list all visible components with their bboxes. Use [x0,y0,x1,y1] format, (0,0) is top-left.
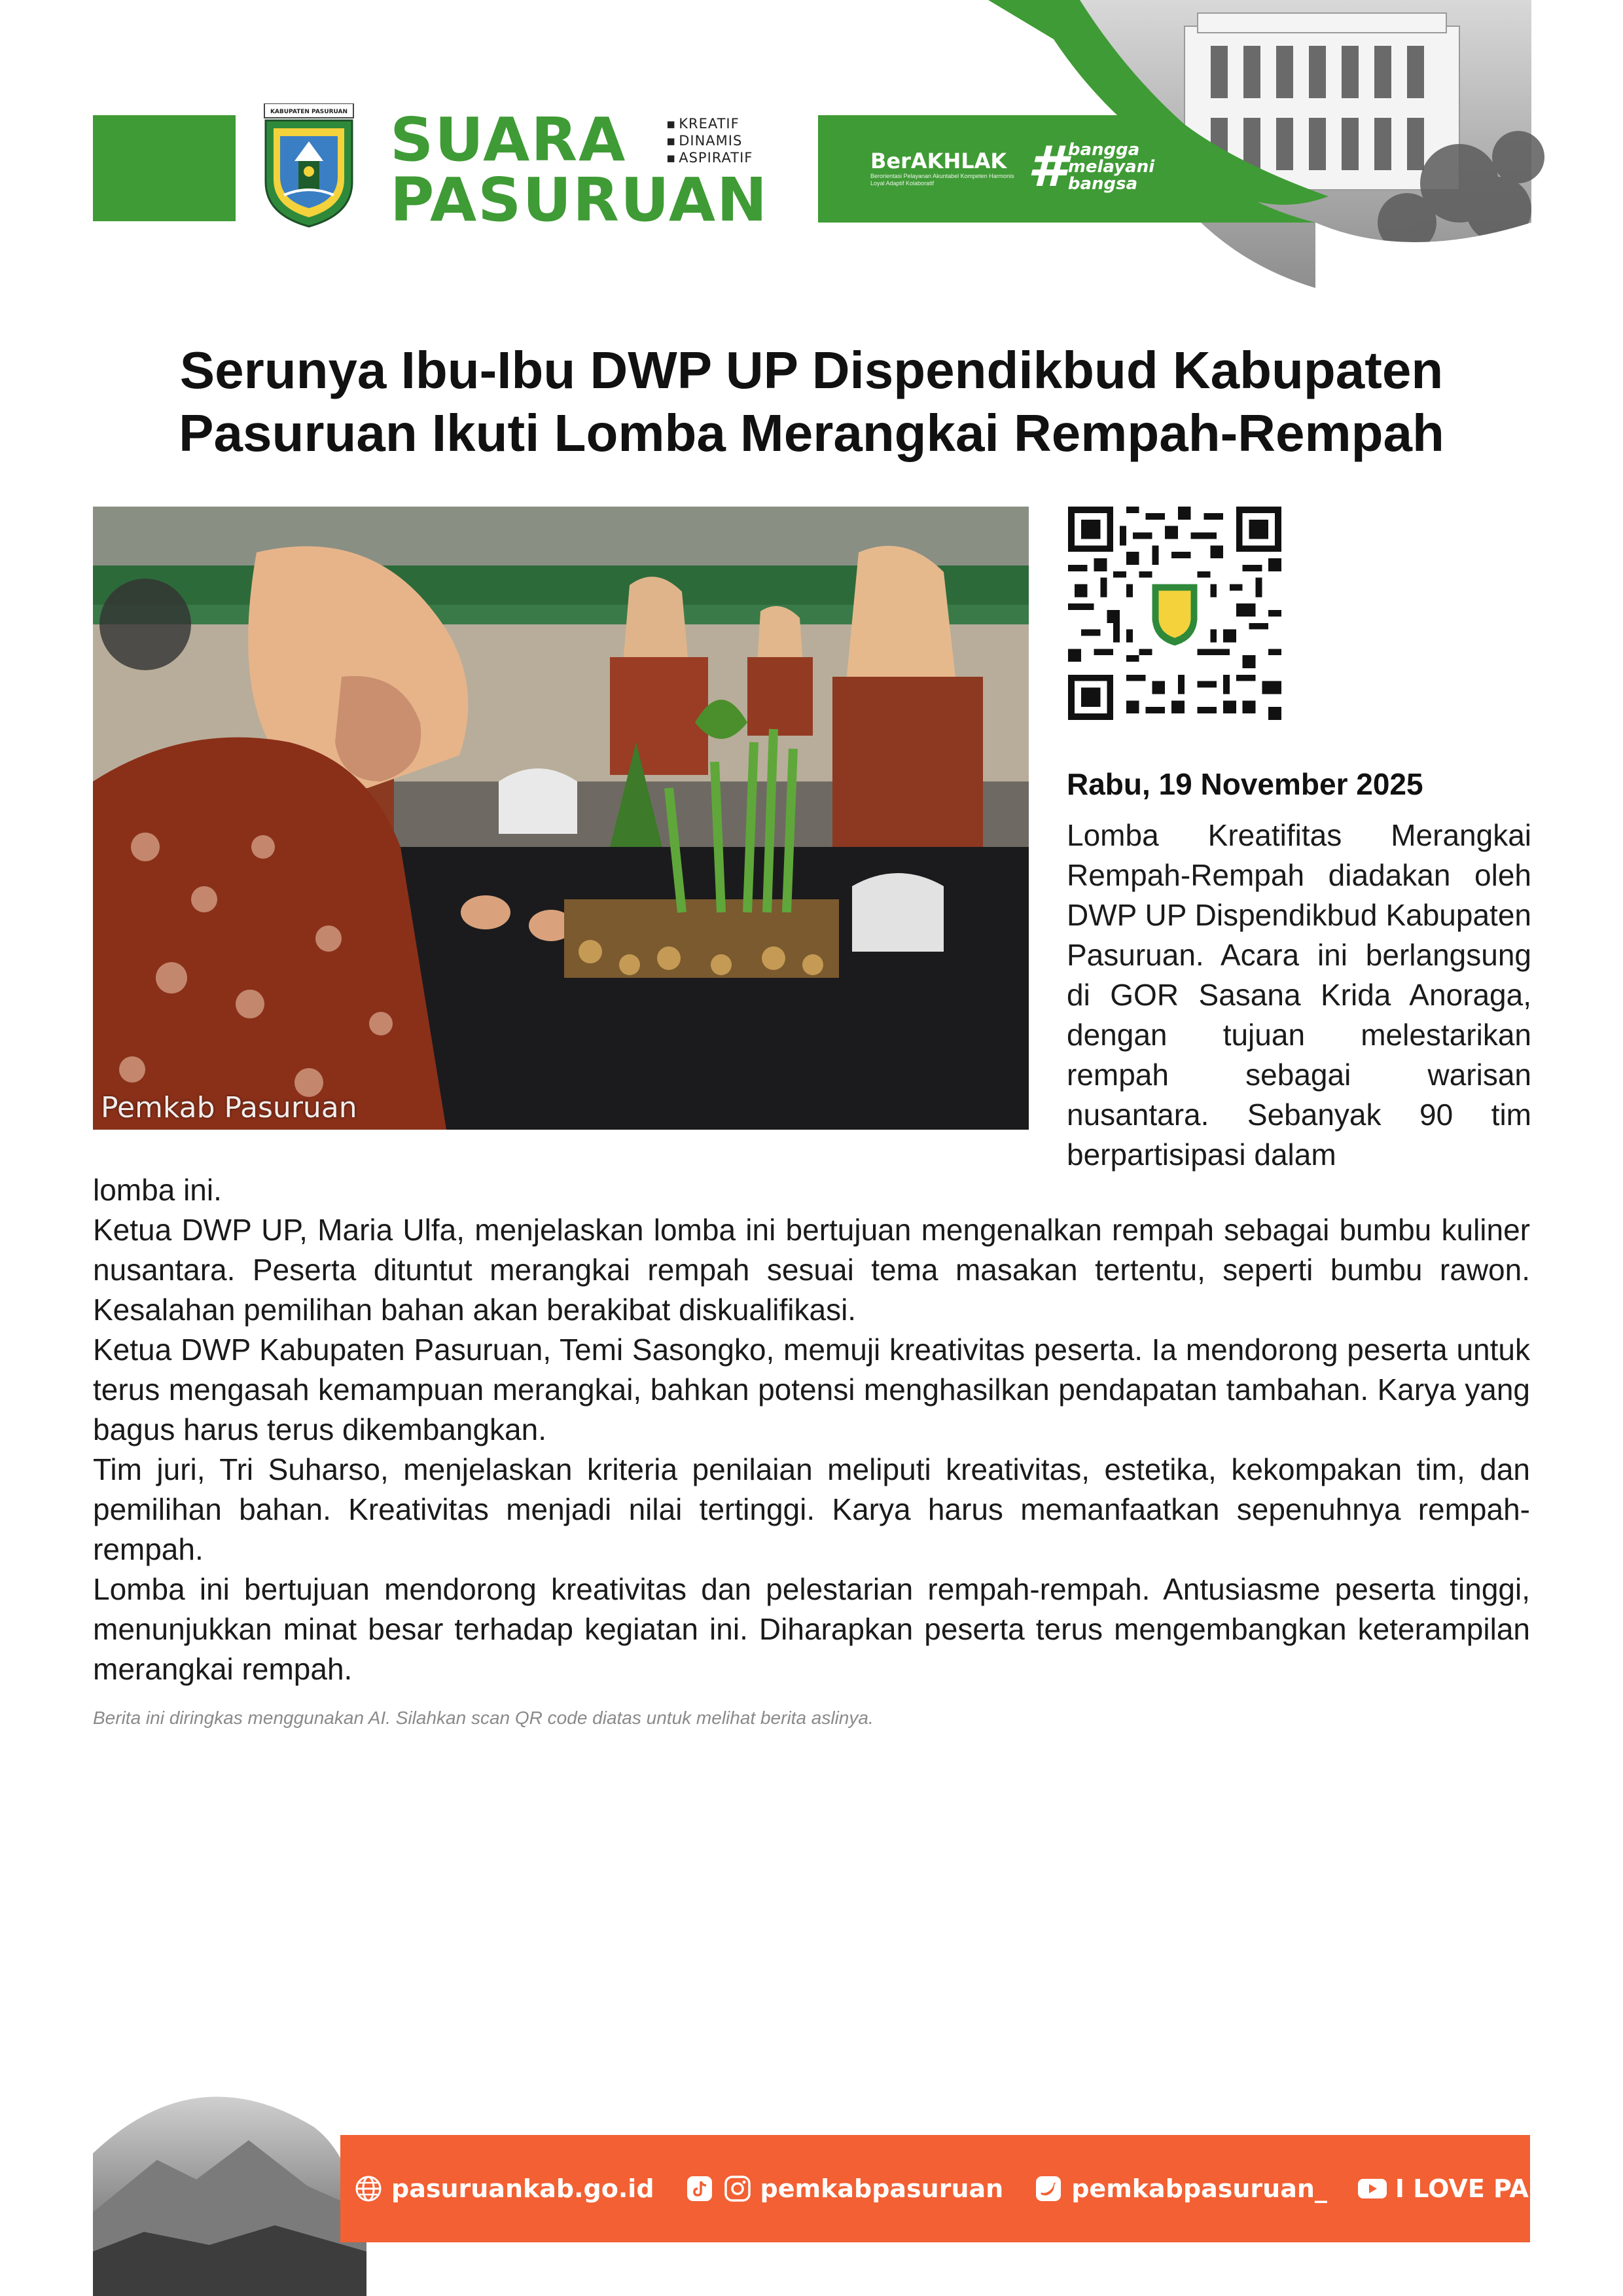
twitter-icon [1033,2174,1063,2204]
qr-code-icon[interactable] [1068,507,1281,720]
body-paragraph: Tim juri, Tri Suharso, menjelaskan kriteria penilaian meliputi kreativitas, estetika, kekompakan tim, dan pemilihan bahan. Kreativitas menjadi nilai tertinggi. Karya harus memanfaatkan sepenuhnya rempah-rempah. [93,1452,1530,1566]
photo-illustration [93,507,1029,1130]
bangga-word: bangsa [1067,174,1138,194]
tagline-item: ▪ KREATIF [666,115,753,132]
berakhlak-text: BerAKHLAK [870,149,1007,173]
instagram-icon [722,2174,753,2204]
bangga-word: bangga [1067,140,1140,160]
tagline-item: ▪ DINAMIS [666,132,753,149]
footer-twitter-text: pemkabpasuruan_ [1071,2174,1327,2203]
article-photo [93,507,1029,1130]
article-date: Rabu, 19 November 2025 [1067,767,1423,801]
brand-line-pasuruan: PASURUAN [390,165,769,235]
article-title [93,339,1530,465]
berakhlak-logo [870,149,1027,187]
title-line: Pasuruan Ikuti Lomba Merangkai Rempah-Rempah [179,404,1444,462]
crest-label: KABUPATEN PASURUAN [270,109,348,115]
body-paragraph: Ketua DWP UP, Maria Ulfa, menjelaskan lomba ini bertujuan mengenalkan rempah sebagai bumbu kuliner nusantara. Peserta dituntut merangkai rempah sesuai tema masakan tertentu, seperti bumbu rawon. Kesalahan pemilihan bahan akan berakibat diskualifikasi. [93,1213,1530,1327]
brand-line-suara: SUARA [390,105,627,175]
footer-website-link[interactable] [353,2174,654,2204]
tagline [666,115,753,166]
header [0,0,1623,288]
ai-disclaimer: Berita ini diringkas menggunakan AI. Silahkan scan QR code diatas untuk melihat berita aslinya. [93,1708,874,1728]
hashtag-icon: # [1027,134,1067,200]
lead-paragraph-continuation: lomba ini. [93,1173,222,1207]
body-paragraph: Ketua DWP Kabupaten Pasuruan, Temi Sasongko, memuji kreativitas peserta. Ia mendorong peserta untuk terus mengasah kemampuan merangkai, bahkan potensi menghasilkan pendapatan tambahan. Karya yang bagus harus terus dikembangkan. [93,1333,1530,1446]
photo-credit: Pemkab Pasuruan [101,1091,357,1124]
body-paragraph: Lomba ini bertujuan mendorong kreativitas dan pelestarian rempah-rempah. Antusiasme peserta tinggi, menunjukkan minat besar terhadap kegiatan ini. Diharapkan peserta terus mengembangkan keterampilan merangkai rempah. [93,1572,1530,1686]
regency-crest-logo [260,103,357,228]
bangga-melayani-logo [1027,134,1155,200]
footer-social-link[interactable] [685,2174,1004,2204]
youtube-icon [1357,2174,1387,2204]
footer-youtube-link[interactable] [1357,2174,1592,2204]
footer-twitter-link[interactable] [1033,2174,1327,2204]
bangga-word: melayani [1067,157,1155,177]
footer-bar [340,2135,1592,2242]
tiktok-icon [685,2174,715,2204]
berakhlak-subtext: Berorientasi Pelayanan Akuntabel Kompeten Harmonis Loyal Adaptif Kolaboratif [870,173,1014,187]
footer-website-text: pasuruankab.go.id [391,2174,654,2203]
header-building-banner [818,0,1623,288]
title-line: Serunya Ibu-Ibu DWP UP Dispendikbud Kabupaten [179,341,1444,399]
lead-paragraph-side: Lomba Kreatifitas Merangkai Rempah-Rempah diadakan oleh DWP UP Dispendikbud Kabupaten Pasuruan. Acara ini berlangsung di GOR Sasana Krida Anoraga, dengan tujuan melestarikan rempah sebagai warisan nusantara. Sebanyak 90 tim berpartisipasi dalam [1067,818,1531,1172]
footer-social-text: pemkabpasuruan [760,2174,1004,2203]
globe-icon [353,2174,383,2204]
article-body [93,1170,1530,1689]
footer-youtube-text: I LOVE PAS TV [1395,2174,1592,2203]
tagline-item: ▪ ASPIRATIF [666,149,753,166]
header-green-bar [93,115,236,221]
